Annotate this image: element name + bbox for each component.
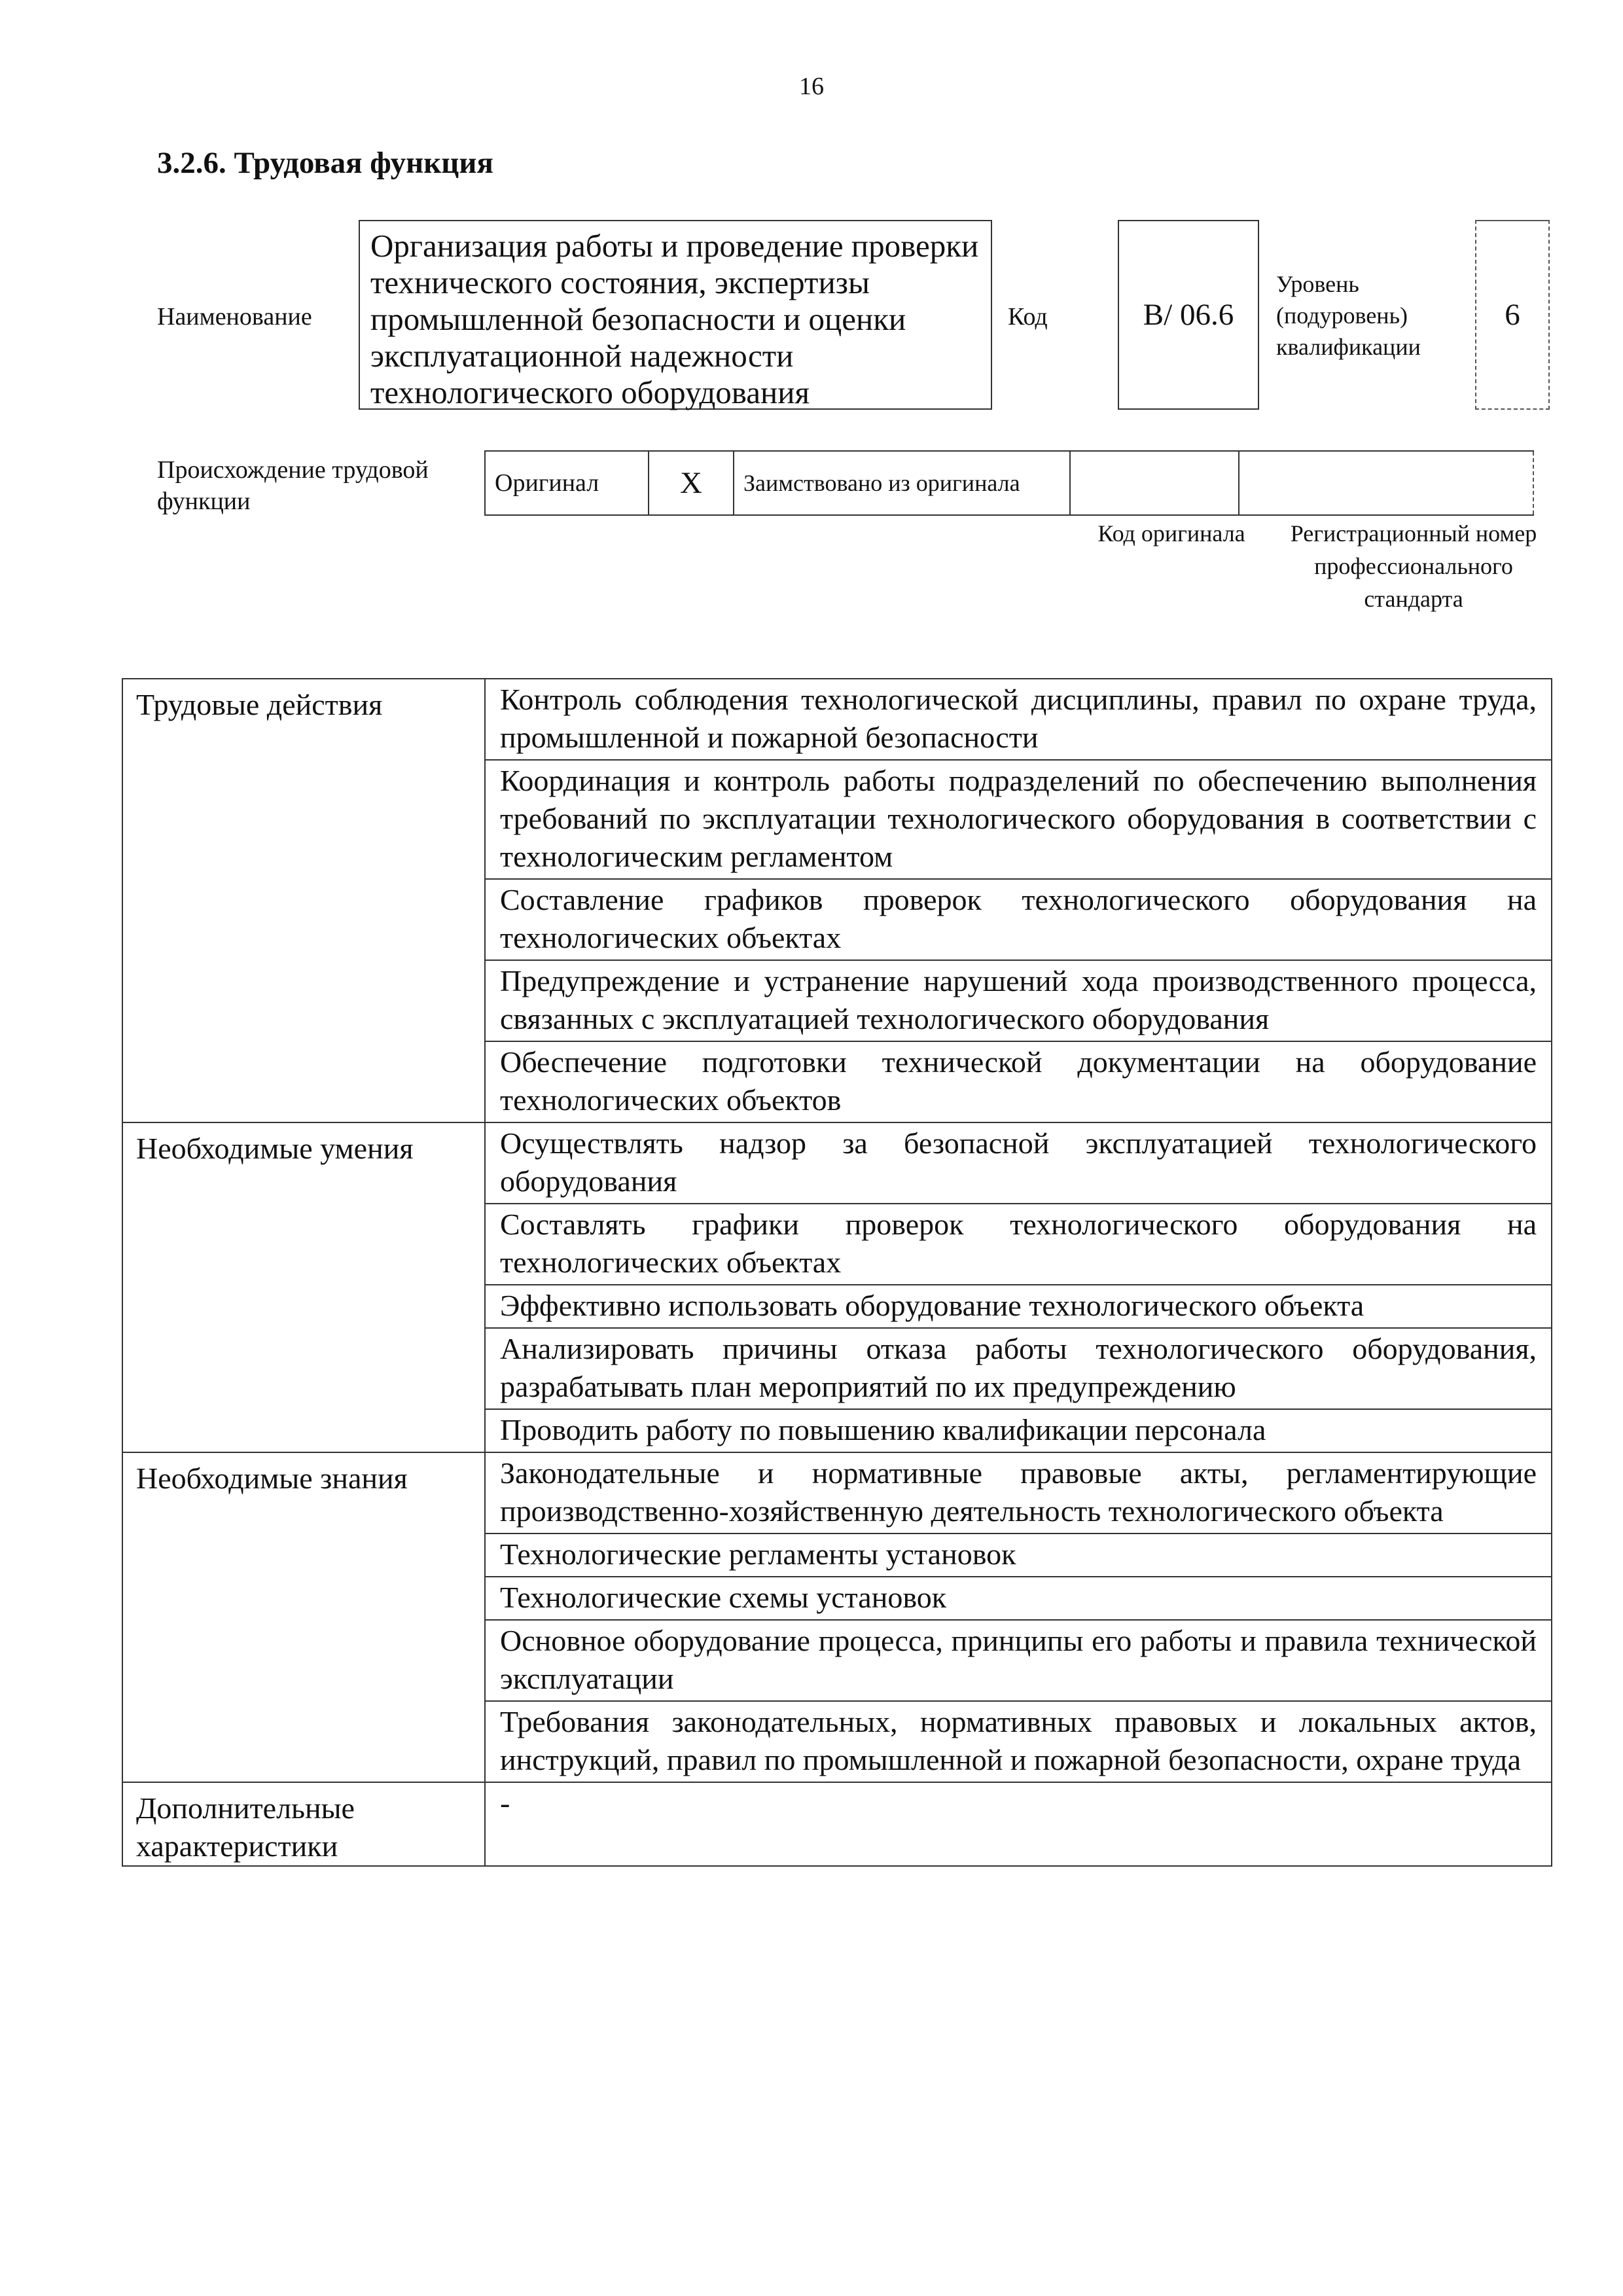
code-caption: Код оригинала — [1097, 520, 1245, 547]
list-item: Анализировать причины отказа работы технологического оборудования, разрабатывать план мероприятий по их предупреждению — [485, 1328, 1552, 1409]
list-item: Основное оборудование процесса, принципы его работы и правила технической эксплуатации — [485, 1620, 1552, 1701]
group-title: Необходимые умения — [122, 1122, 485, 1452]
level-label-line-2: (подуровень) — [1276, 302, 1408, 329]
list-item: - — [485, 1782, 1552, 1866]
origin-table — [484, 450, 1534, 516]
origin-label: Происхождение трудовой функции — [157, 456, 429, 515]
list-item: Составление графиков проверок технологического оборудования на технологических объектах — [485, 879, 1552, 960]
level-label — [1276, 268, 1421, 363]
page-number: 16 — [799, 73, 824, 100]
original-mark: X — [649, 451, 734, 515]
list-item: Технологические схемы установок — [485, 1577, 1552, 1620]
list-item: Предупреждение и устранение нарушений хода производственного процесса, связанных с эксплуатацией технологического оборудования — [485, 960, 1552, 1041]
name-label: Наименование — [157, 303, 312, 331]
list-item: Обеспечение подготовки технической документации на оборудование технологических объектов — [485, 1041, 1552, 1122]
list-item: Законодательные и нормативные правовые акты, регламентирующие производственно-хозяйственную деятельность технологического объекта — [485, 1452, 1552, 1534]
list-item: Эффективно использовать оборудование технологического объекта — [485, 1285, 1552, 1328]
list-item: Проводить работу по повышению квалификации персонала — [485, 1409, 1552, 1452]
list-item: Технологические регламенты установок — [485, 1534, 1552, 1577]
original-code-cell — [1070, 451, 1239, 515]
borrowed-label: Заимствовано из оригинала — [734, 451, 1070, 515]
level-label-line-1: Уровень — [1276, 271, 1359, 297]
table-row — [122, 1452, 1552, 1534]
level-value: 6 — [1475, 220, 1550, 410]
group-title: Трудовые действия — [122, 679, 485, 1122]
list-item: Осуществлять надзор за безопасной эксплуатацией технологического оборудования — [485, 1122, 1552, 1204]
code-value: B/ 06.6 — [1118, 220, 1259, 410]
level-label-line-3: квалификации — [1276, 334, 1421, 360]
table-row — [122, 679, 1552, 760]
labor-function-table — [122, 678, 1552, 1867]
group-title: Необходимые знания — [122, 1452, 485, 1782]
code-label: Код — [1008, 303, 1048, 331]
section-title: 3.2.6. Трудовая функция — [157, 146, 493, 180]
list-item: Координация и контроль работы подразделений по обеспечению выполнения требований по эксплуатации технологического оборудования в соответствии с технологическим регламентом — [485, 760, 1552, 879]
list-item: Контроль соблюдения технологической дисциплины, правил по охране труда, промышленной и пожарной безопасности — [485, 679, 1552, 760]
group-title: Дополнительные характеристики — [122, 1782, 485, 1866]
table-row — [122, 1122, 1552, 1204]
original-label: Оригинал — [485, 451, 649, 515]
reg-caption: Регистрационный номер профессионального стандарта — [1290, 520, 1537, 612]
reg-number-cell — [1239, 451, 1533, 515]
list-item: Требования законодательных, нормативных правовых и локальных актов, инструкций, правил по промышленной и пожарной безопасности, охране труда — [485, 1701, 1552, 1782]
list-item: Составлять графики проверок технологического оборудования на технологических объектах — [485, 1204, 1552, 1285]
table-row — [122, 1782, 1552, 1866]
name-value: Организация работы и проведение проверки технического состояния, экспертизы промышленной безопасности и оценки эксплуатационной надежности технологического оборудования — [359, 220, 992, 410]
